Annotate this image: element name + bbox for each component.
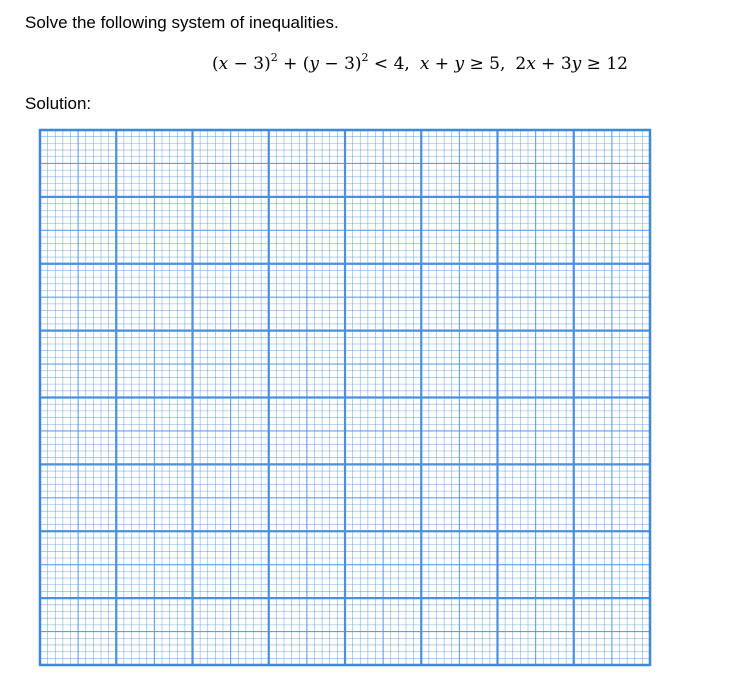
solution-label: Solution: [25,94,92,113]
problem-prompt: Solve the following system of inequalities. [25,13,339,32]
inequality-system: $(x - 3)^2 + (y - 3)^2 < 4$, x + y ≥ 5, 2x + 3y ≥ 12 [212,51,628,74]
